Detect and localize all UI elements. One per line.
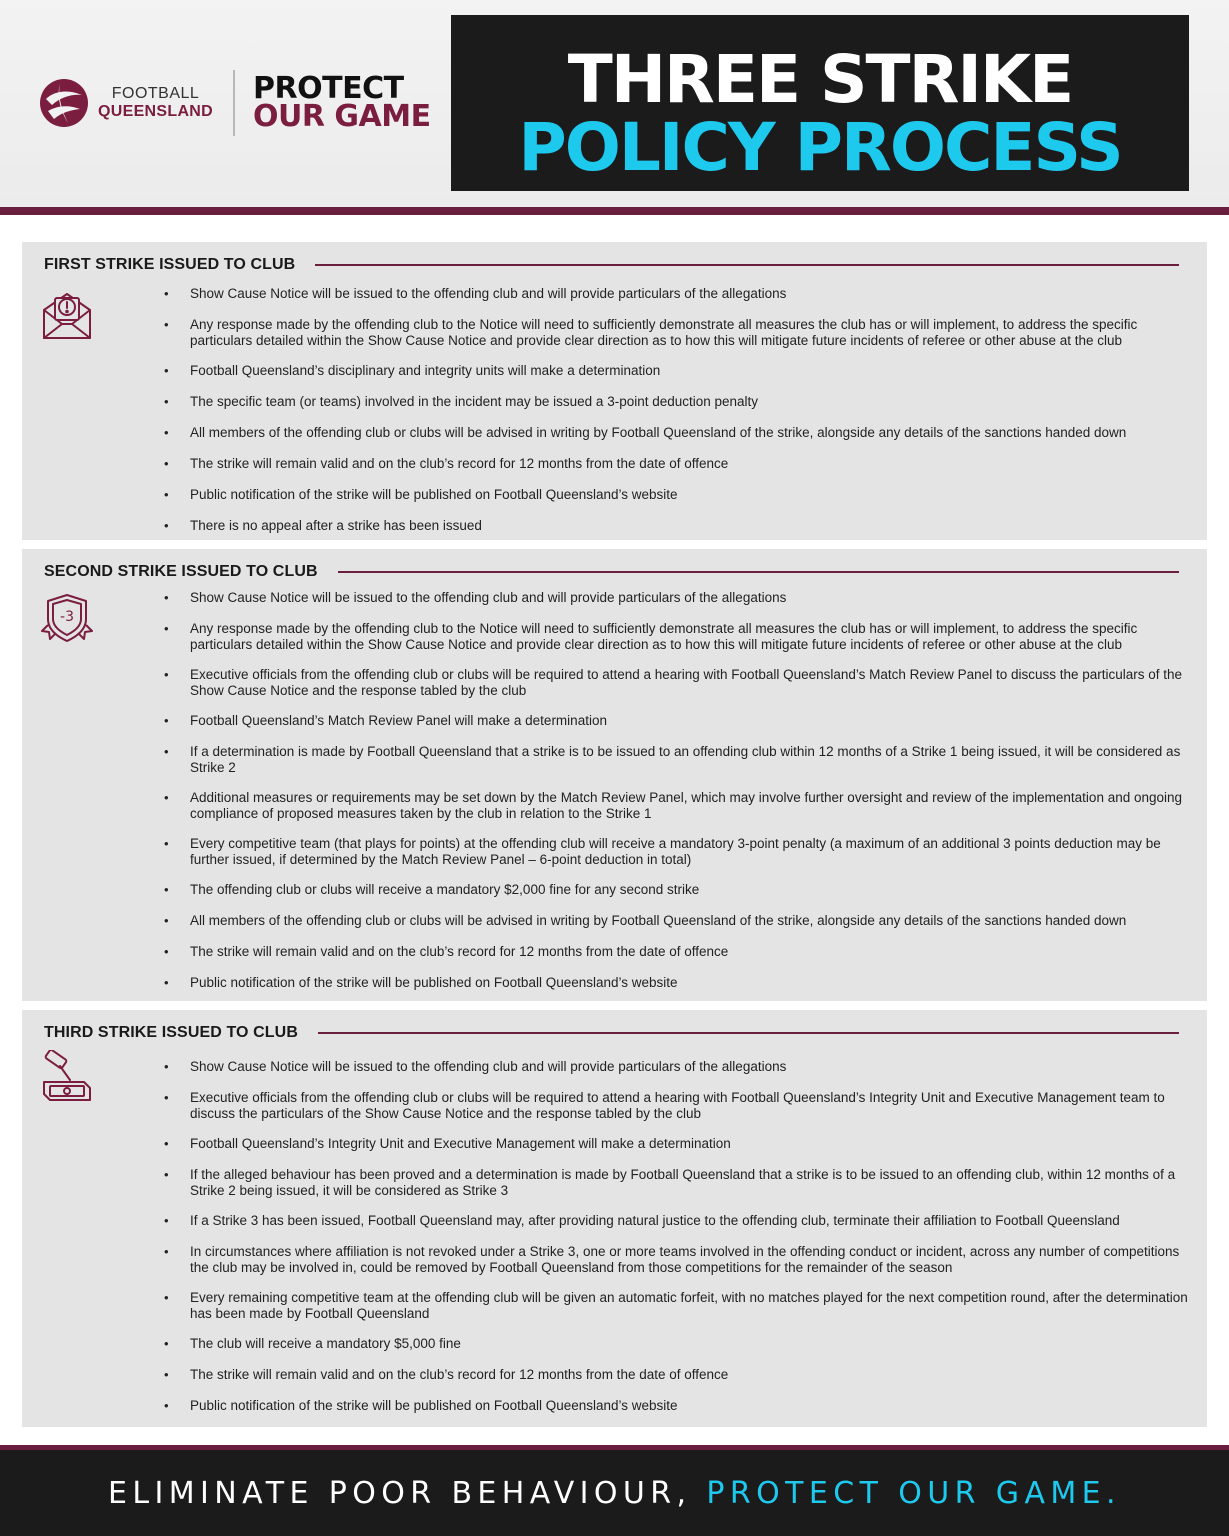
minus-three-shield-icon [40, 591, 94, 645]
list-item: • If a Strike 3 has been issued, Football Queensland may, after providing natural justice to the offending club, terminate their affiliation to Football Queensland [164, 1213, 1194, 1244]
football-queensland-emblem-icon [38, 77, 90, 129]
logo-line-2: QUEENSLAND [98, 103, 214, 120]
list-item: • Public notification of the strike will be published on Football Queensland’s website [164, 487, 1194, 518]
page-title-line-1: THREE STRIKE [567, 41, 1073, 118]
section-third-strike [22, 1010, 1207, 1427]
section-first-strike [22, 242, 1207, 540]
list-item: • Executive officials from the offending club or clubs will be required to attend a hearing with Football Queensland’s Integrity Unit and Executive Management team to discuss the particulars of the Show Cause Notice and the response tabled by the club [164, 1090, 1194, 1136]
list-item: • Football Queensland’s disciplinary and integrity units will make a determination [164, 363, 1194, 394]
list-item: • If the alleged behaviour has been proved and a determination is made by Football Queensland that a strike is to be issued to an offending club, within 12 months of a Strike 2 being issued, it will be considered as Strike 3 [164, 1167, 1194, 1213]
envelope-alert-icon [40, 288, 94, 342]
section-title: SECOND STRIKE ISSUED TO CLUB [44, 563, 318, 580]
list-item: • The strike will remain valid and on the club’s record for 12 months from the date of offence [164, 1367, 1194, 1398]
section-header [44, 563, 1179, 581]
list-item: • Additional measures or requirements may be set down by the Match Review Panel, which may involve further oversight and review of the implementation and ongoing compliance of proposed measures taken by the club in relation to the Strike 1 [164, 790, 1194, 836]
list-item: • Every remaining competitive team at the offending club will be given an automatic forfeit, with no matches played for the next competition round, after the determination has been made by Football Queensland [164, 1290, 1194, 1336]
list-item: • All members of the offending club or clubs will be advised in writing by Football Queensland of the strike, alongside any details of the sanctions handed down [164, 425, 1194, 456]
title-box [451, 15, 1189, 191]
list-item: • The club will receive a mandatory $5,000 fine [164, 1336, 1194, 1367]
gavel-money-icon [40, 1050, 94, 1104]
section-rule [318, 1032, 1179, 1034]
brand-divider [233, 70, 235, 136]
section-header [44, 256, 1179, 274]
list-item: • Public notification of the strike will be published on Football Queensland’s website [164, 1398, 1194, 1429]
list-item: • Public notification of the strike will be published on Football Queensland’s website [164, 975, 1194, 1006]
header [0, 0, 1229, 207]
list-item: • Every competitive team (that plays for points) at the offending club will receive a mandatory 3-point penalty (a maximum of an additional 3 points deduction may be further issued, if determined by the Match Review Panel – 6-point deduction in total) [164, 836, 1194, 882]
list-item: • If a determination is made by Football Queensland that a strike is to be issued to an offending club within 12 months of a Strike 1 being issued, it will be considered as Strike 2 [164, 744, 1194, 790]
footer-tagline-accent: PROTECT OUR GAME. [706, 1475, 1121, 1511]
list-item: • Show Cause Notice will be issued to the offending club and will provide particulars of the allegations [164, 286, 1194, 317]
section-title: THIRD STRIKE ISSUED TO CLUB [44, 1024, 298, 1041]
list-item: • All members of the offending club or clubs will be advised in writing by Football Queensland of the strike, alongside any details of the sanctions handed down [164, 913, 1194, 944]
footer-tagline-main: ELIMINATE POOR BEHAVIOUR, [108, 1475, 707, 1511]
list-item: • Show Cause Notice will be issued to the offending club and will provide particulars of the allegations [164, 590, 1194, 621]
footer-tagline [108, 1476, 1121, 1511]
protect-our-game-logo [253, 70, 431, 134]
section-rule [315, 264, 1179, 266]
section-title: FIRST STRIKE ISSUED TO CLUB [44, 256, 296, 273]
campaign-line-2: OUR GAME [253, 99, 431, 134]
list-item: • Show Cause Notice will be issued to the offending club and will provide particulars of the allegations [164, 1059, 1194, 1090]
footer [0, 1450, 1229, 1536]
campaign-line-1: PROTECT [253, 70, 404, 106]
list-item: • Football Queensland’s Integrity Unit and Executive Management will make a determination [164, 1136, 1194, 1167]
section-bullet-list [164, 590, 1194, 1006]
logo-line-1: FOOTBALL [111, 85, 200, 102]
list-item: • In circumstances where affiliation is not revoked under a Strike 3, one or more teams involved in the offending conduct or incident, across any number of competitions the club may be involved in, could be removed by Football Queensland from those competitions for the remainder of the season [164, 1244, 1194, 1290]
shield-penalty-label: -3 [60, 609, 74, 625]
football-queensland-logo [38, 77, 213, 129]
list-item: • Executive officials from the offending club or clubs will be required to attend a hearing with Football Queensland’s Match Review Panel to discuss the particulars of the Show Cause Notice and the response tabled by the club [164, 667, 1194, 713]
list-item: • Football Queensland’s Match Review Panel will make a determination [164, 713, 1194, 744]
list-item: • The specific team (or teams) involved in the incident may be issued a 3-point deduction penalty [164, 394, 1194, 425]
brand-lockup [38, 70, 431, 136]
list-item: • Any response made by the offending club to the Notice will need to sufficiently demonstrate all measures the club has or will implement, to address the specific particulars detailed within the Show Cause Notice and provide clear direction as to how this will mitigate future incidents of referee or other abuse at the club [164, 621, 1194, 667]
section-rule [338, 571, 1179, 573]
section-bullet-list [164, 286, 1194, 549]
list-item: • The offending club or clubs will receive a mandatory $2,000 fine for any second strike [164, 882, 1194, 913]
list-item: • The strike will remain valid and on the club’s record for 12 months from the date of offence [164, 456, 1194, 487]
section-second-strike [22, 549, 1207, 1001]
list-item: • The strike will remain valid and on the club’s record for 12 months from the date of offence [164, 944, 1194, 975]
section-header [44, 1024, 1179, 1042]
page-title-line-2: POLICY PROCESS [518, 109, 1122, 186]
header-divider [0, 207, 1229, 215]
section-bullet-list [164, 1059, 1194, 1429]
list-item: • There is no appeal after a strike has been issued [164, 518, 1194, 549]
list-item: • Any response made by the offending club to the Notice will need to sufficiently demonstrate all measures the club has or will implement, to address the specific particulars detailed within the Show Cause Notice and provide clear direction as to how this will mitigate future incidents of referee or other abuse at the club [164, 317, 1194, 363]
